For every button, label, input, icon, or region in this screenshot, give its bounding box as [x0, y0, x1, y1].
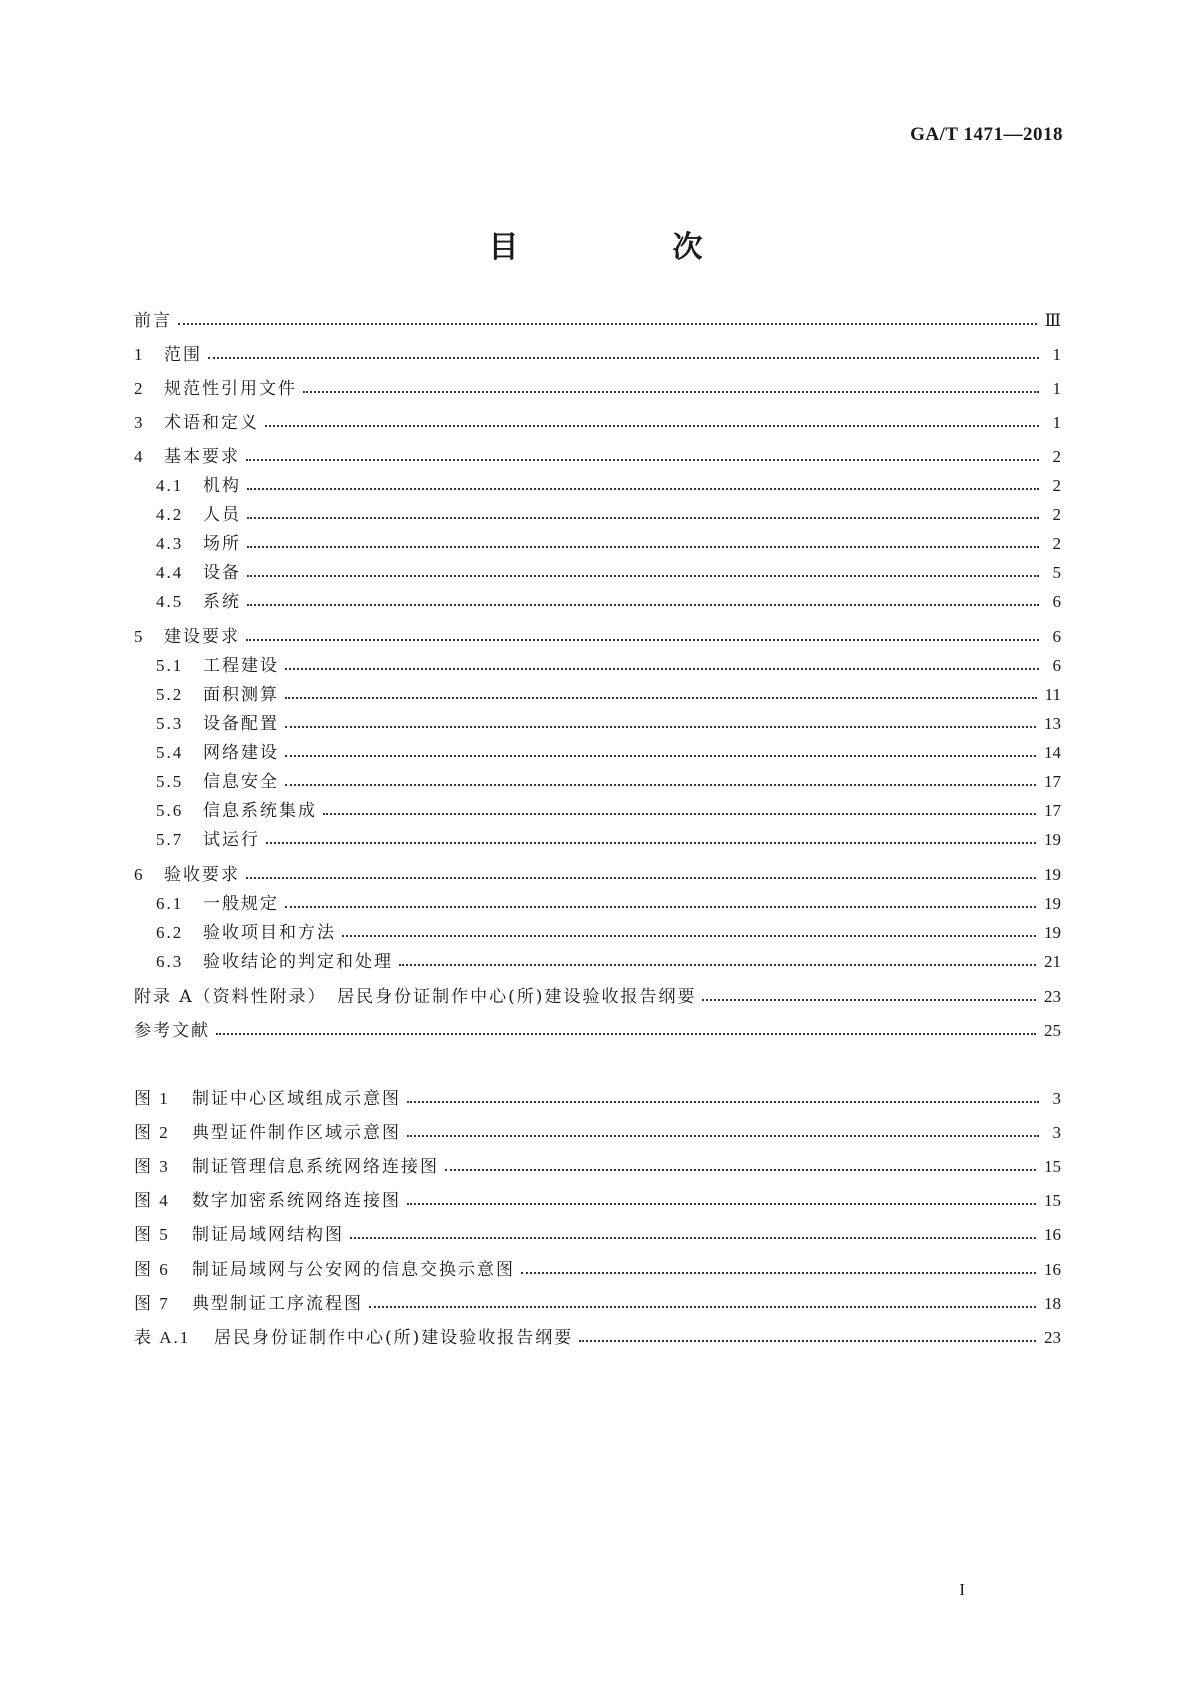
toc-entry-title: 验收结论的判定和处理: [203, 952, 393, 972]
toc-entry-number: 5.6: [156, 801, 184, 820]
toc-entry-title: 信息系统集成: [203, 801, 317, 821]
toc-entry[interactable]: [134, 798, 1061, 822]
toc-entry-page: 3: [1052, 1089, 1061, 1108]
toc-entry-title: 居民身份证制作中心(所)建设验收报告纲要: [214, 1328, 574, 1348]
toc-entry-number: 6.2: [156, 923, 184, 942]
toc-entry-number: 2: [134, 379, 145, 398]
toc-entry-page: Ⅲ: [1044, 311, 1061, 330]
toc-entry-title: 试运行: [203, 830, 260, 850]
toc-entry-page: 19: [1044, 865, 1061, 884]
toc-entry[interactable]: [134, 1154, 1061, 1178]
toc-entry-page: 21: [1044, 952, 1061, 971]
toc-entry-title: 制证管理信息系统网络连接图: [192, 1157, 439, 1177]
toc-entry-title: 术语和定义: [164, 413, 259, 433]
toc-entry-title: 验收项目和方法: [203, 923, 336, 943]
toc-entry[interactable]: [134, 711, 1061, 735]
dot-leader: [266, 842, 1036, 844]
toc-entry-title: 一般规定: [203, 894, 279, 914]
toc-entry-title: 设备: [203, 563, 241, 583]
dot-leader: [178, 323, 1037, 325]
dot-leader: [285, 726, 1036, 728]
toc-entry[interactable]: [134, 376, 1061, 400]
dot-leader: [208, 357, 1039, 359]
toc-entry-page: 17: [1044, 772, 1061, 791]
toc-entry-title: 典型证件制作区域示意图: [192, 1123, 401, 1143]
toc-entry[interactable]: [134, 624, 1061, 648]
toc-entry-number: 图 1: [134, 1089, 170, 1108]
toc-entry-title: 系统: [203, 592, 241, 612]
toc-entry-page: 23: [1044, 987, 1061, 1006]
toc-entry-number: 5.3: [156, 714, 184, 733]
toc-entry-title: 附录 A（资料性附录） 居民身份证制作中心(所)建设验收报告纲要: [134, 987, 697, 1007]
toc-entry-page: 2: [1052, 505, 1061, 524]
toc-entry-title: 制证局域网与公安网的信息交换示意图: [192, 1260, 515, 1280]
toc-entry[interactable]: [134, 502, 1061, 526]
dot-leader: [285, 697, 1037, 699]
toc-entry-number: 4.4: [156, 563, 184, 582]
toc-entry-number: 4.1: [156, 476, 184, 495]
dot-leader: [265, 425, 1039, 427]
toc-entry-page: 1: [1052, 345, 1061, 364]
toc-entry[interactable]: [134, 1222, 1061, 1246]
standard-code: GA/T 1471—2018: [910, 124, 1063, 145]
dot-leader: [247, 546, 1039, 548]
toc-entry[interactable]: [134, 531, 1061, 555]
toc-entry-page: 6: [1052, 656, 1061, 675]
dot-leader: [285, 755, 1036, 757]
toc-entry[interactable]: [134, 862, 1061, 886]
toc-entry-title: 典型制证工序流程图: [192, 1294, 363, 1314]
toc-entry-page: 2: [1052, 534, 1061, 553]
toc-entry[interactable]: [134, 769, 1061, 793]
toc-entry-page: 16: [1044, 1260, 1061, 1279]
toc-entry-number: 图 7: [134, 1294, 170, 1313]
dot-leader: [702, 999, 1036, 1001]
dot-leader: [399, 964, 1036, 966]
dot-leader: [323, 813, 1036, 815]
dot-leader: [579, 1340, 1036, 1342]
toc-entry-page: 1: [1052, 379, 1061, 398]
dot-leader: [407, 1101, 1039, 1103]
toc-entry-title: 规范性引用文件: [164, 379, 297, 399]
toc-entry-number: 图 5: [134, 1225, 170, 1244]
toc-entry[interactable]: [134, 1086, 1061, 1110]
toc-entry-number: 图 4: [134, 1191, 170, 1210]
toc-entry[interactable]: [134, 444, 1061, 468]
toc-entry[interactable]: [134, 410, 1061, 434]
toc-entry-title: 制证中心区域组成示意图: [192, 1089, 401, 1109]
toc-entry-number: 5.5: [156, 772, 184, 791]
dot-leader: [407, 1203, 1036, 1205]
toc-entry-page: 15: [1044, 1157, 1061, 1176]
toc-entry[interactable]: [134, 891, 1061, 915]
toc-entry-title: 机构: [203, 476, 241, 496]
toc-entry-page: 14: [1044, 743, 1061, 762]
toc-entry-title: 信息安全: [203, 772, 279, 792]
toc-entry-title: 制证局域网结构图: [192, 1225, 344, 1245]
toc-entry-page: 23: [1044, 1328, 1061, 1347]
toc-entry-page: 2: [1052, 447, 1061, 466]
dot-leader: [342, 935, 1036, 937]
toc-entry-number: 5.7: [156, 830, 184, 849]
page-number: I: [959, 1580, 965, 1599]
dot-leader: [303, 391, 1039, 393]
toc-entry-number: 6: [134, 865, 145, 884]
toc-entry-title: 工程建设: [203, 656, 279, 676]
toc-entry[interactable]: [134, 1257, 1061, 1281]
toc-entry-number: 6.1: [156, 894, 184, 913]
toc-entry-page: 5: [1052, 563, 1061, 582]
dot-leader: [216, 1033, 1036, 1035]
dot-leader: [285, 906, 1036, 908]
dot-leader: [247, 488, 1039, 490]
toc-entry[interactable]: [134, 1018, 1061, 1042]
toc-entry-title: 场所: [203, 534, 241, 554]
dot-leader: [521, 1272, 1036, 1274]
toc-entry-page: 13: [1044, 714, 1061, 733]
toc-entry-number: 6.3: [156, 952, 184, 971]
toc-entry-page: 1: [1052, 413, 1061, 432]
toc-entry-page: 16: [1044, 1225, 1061, 1244]
toc-entry[interactable]: [134, 1291, 1061, 1315]
toc-entry-number: 图 3: [134, 1157, 170, 1176]
toc-entry-page: 19: [1044, 830, 1061, 849]
toc-entry-number: 表 A.1: [134, 1328, 191, 1347]
toc-entry[interactable]: [134, 589, 1061, 613]
toc-entry-page: 17: [1044, 801, 1061, 820]
toc-entry-title: 面积测算: [203, 685, 279, 705]
toc-entry-number: 5.4: [156, 743, 184, 762]
toc-entry-title: 设备配置: [203, 714, 279, 734]
toc-entry[interactable]: [134, 342, 1061, 366]
dot-leader: [247, 575, 1039, 577]
toc-entry[interactable]: [134, 740, 1061, 764]
toc-entry-page: 11: [1044, 685, 1061, 704]
toc-entry-title: 范围: [164, 345, 202, 365]
toc-entry[interactable]: [134, 682, 1061, 706]
dot-leader: [246, 877, 1036, 879]
toc-entry[interactable]: [134, 308, 1061, 332]
dot-leader: [285, 668, 1039, 670]
toc-entry-title: 建设要求: [164, 627, 240, 647]
toc-entry-number: 图 6: [134, 1260, 170, 1279]
toc-entry-number: 3: [134, 413, 145, 432]
page-title: 目 次: [488, 230, 765, 265]
toc-entry-title: 验收要求: [164, 865, 240, 885]
toc-entry[interactable]: [134, 949, 1061, 973]
dot-leader: [247, 517, 1039, 519]
toc-entry-number: 5.1: [156, 656, 184, 675]
toc-entry-page: 18: [1044, 1294, 1061, 1313]
toc-entry-page: 19: [1044, 923, 1061, 942]
toc-entry[interactable]: [134, 473, 1061, 497]
toc-entry-title: 前言: [134, 311, 172, 331]
toc-entry[interactable]: [134, 984, 1061, 1008]
toc-entry-number: 4.5: [156, 592, 184, 611]
toc-entry-number: 5: [134, 627, 145, 646]
dot-leader: [407, 1135, 1039, 1137]
toc-entry-title: 人员: [203, 505, 241, 525]
toc-entry[interactable]: [134, 1188, 1061, 1212]
toc-entry[interactable]: [134, 1120, 1061, 1144]
dot-leader: [247, 604, 1039, 606]
toc-entry-page: 6: [1052, 592, 1061, 611]
toc-entry-number: 5.2: [156, 685, 184, 704]
toc-entry-page: 6: [1052, 627, 1061, 646]
toc-entry[interactable]: [134, 1325, 1061, 1349]
toc-entry-page: 25: [1044, 1021, 1061, 1040]
toc-entry-number: 4.2: [156, 505, 184, 524]
toc-entry-title: 数字加密系统网络连接图: [192, 1191, 401, 1211]
toc-entry-number: 4: [134, 447, 145, 466]
dot-leader: [369, 1306, 1036, 1308]
dot-leader: [246, 639, 1039, 641]
dot-leader: [445, 1169, 1036, 1171]
toc-entry-number: 4.3: [156, 534, 184, 553]
toc-entry[interactable]: [134, 827, 1061, 851]
toc-entry[interactable]: [134, 653, 1061, 677]
toc-entry-title: 参考文献: [134, 1021, 210, 1041]
dot-leader: [246, 459, 1039, 461]
dot-leader: [285, 784, 1036, 786]
toc-entry-page: 3: [1052, 1123, 1061, 1142]
toc-entry[interactable]: [134, 920, 1061, 944]
toc-entry-number: 图 2: [134, 1123, 170, 1142]
toc-entry-number: 1: [134, 345, 145, 364]
dot-leader: [350, 1237, 1036, 1239]
toc-entry-page: 19: [1044, 894, 1061, 913]
toc-entry-page: 15: [1044, 1191, 1061, 1210]
toc-entry-title: 网络建设: [203, 743, 279, 763]
toc-entry[interactable]: [134, 560, 1061, 584]
toc-entry-page: 2: [1052, 476, 1061, 495]
toc-entry-title: 基本要求: [164, 447, 240, 467]
